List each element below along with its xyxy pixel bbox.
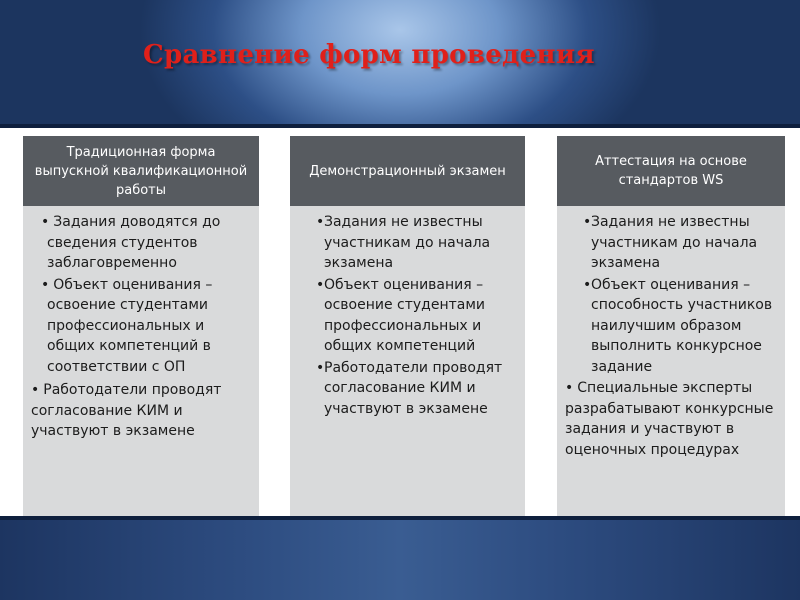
slide-title: Сравнение форм проведения	[143, 40, 595, 70]
list-item: • Задания не известны участникам до начала экзамена	[567, 212, 775, 274]
list-item: • Объект оценивания – освоение студентами профессиональных и общих компетенций	[300, 275, 515, 357]
list-item: • Объект оценивания – освоение студентами профессиональных и общих компетенций в соответствии с ОП	[41, 276, 213, 375]
list-item-text: Задания доводятся до сведения студентов заблаговременно	[47, 214, 221, 271]
list-item: • Задания доводятся до сведения студентов заблаговременно	[41, 214, 221, 271]
list-item: • Объект оценивания – способность участников наилучшим образом выполнить конкурсное задание	[567, 275, 775, 378]
footer-band	[0, 520, 800, 600]
column-header: Традиционная форма выпускной квалификационной работы	[23, 136, 259, 206]
list-item-text: Задания не известны участникам до начала экзамена	[591, 214, 758, 271]
list-item-text: Специальные эксперты разрабатывают конкурсные задания и участвуют в оценочных процедурах	[565, 380, 774, 458]
list-item: • Задания не известны участникам до начала экзамена	[300, 212, 515, 274]
list-item: • Работодатели проводят согласование КИМ и участвуют в экзамене	[300, 358, 515, 420]
column-traditional	[23, 136, 259, 516]
list-item-text: Объект оценивания – освоение студентами профессиональных и общих компетенций	[324, 276, 485, 354]
list-item-text: Объект оценивания – освоение студентами профессиональных и общих компетенций в соответствии с ОП	[47, 276, 213, 375]
list-item: • Специальные эксперты разрабатывают конкурсные задания и участвуют в оценочных процедурах	[565, 380, 774, 458]
list-item: • Работодатели проводят согласование КИМ и участвуют в экзамене	[31, 382, 222, 439]
list-item-text: Работодатели проводят согласование КИМ и участвуют в экзамене	[324, 359, 503, 417]
list-item-text: Работодатели проводят согласование КИМ и участвуют в экзамене	[31, 382, 222, 439]
column-demo-exam	[290, 136, 525, 516]
column-ws-standards	[557, 136, 785, 516]
column-header: Аттестация на основе стандартов WS	[557, 136, 785, 206]
list-item-text: Задания не известны участникам до начала экзамена	[324, 214, 491, 271]
column-header: Демонстрационный экзамен	[290, 136, 525, 206]
list-item-text: Объект оценивания – способность участников наилучшим образом выполнить конкурсное задание	[591, 276, 773, 375]
